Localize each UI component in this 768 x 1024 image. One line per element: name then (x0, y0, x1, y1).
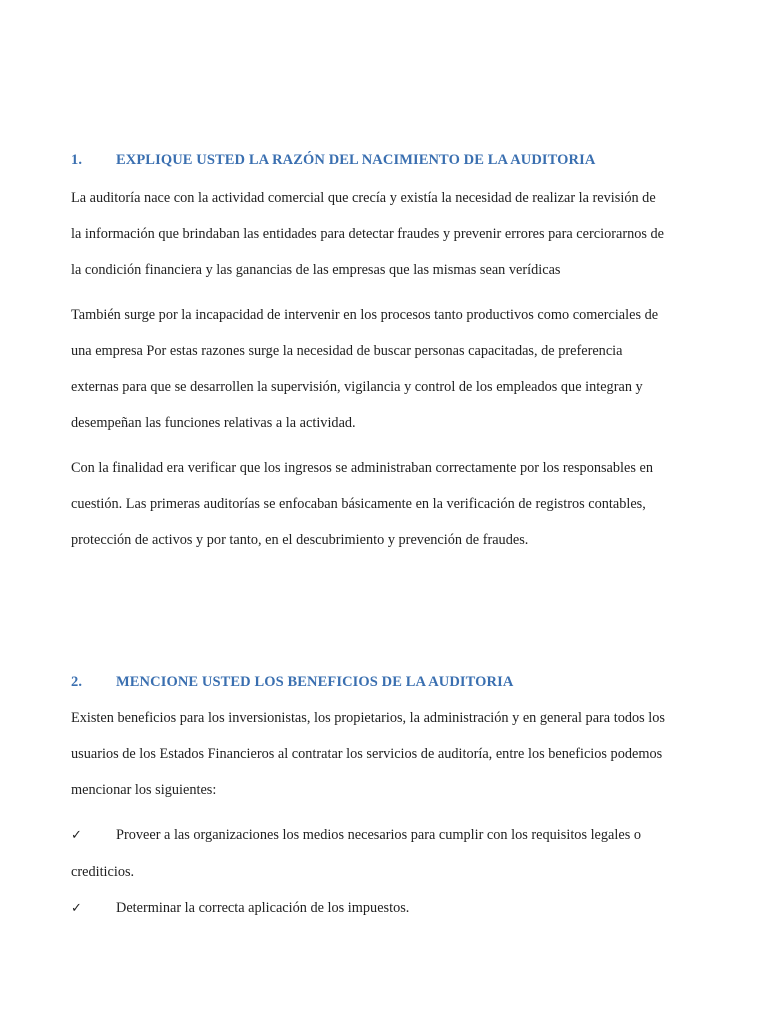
paragraph-line: desempeñan las funciones relativas a la actividad. (71, 415, 356, 431)
paragraph-line: protección de activos y por tanto, en el descubrimiento y prevención de fraudes. (71, 532, 529, 548)
section-1-paragraph-1 (71, 180, 701, 288)
bullet-text: Proveer a las organizaciones los medios necesarios para cumplir con los requisitos legales o (116, 827, 641, 843)
section-2-title: MENCIONE USTED LOS BENEFICIOS DE LA AUDITORIA (116, 674, 514, 690)
paragraph-line: Con la finalidad era verificar que los ingresos se administraban correctamente por los responsables en (71, 460, 653, 476)
paragraph-line: externas para que se desarrollen la supervisión, vigilancia y control de los empleados que integran y (71, 379, 643, 395)
section-1-paragraph-3 (71, 450, 701, 558)
paragraph-line: mencionar los siguientes: (71, 782, 217, 798)
paragraph-line: una empresa Por estas razones surge la necesidad de buscar personas capacitadas, de preferencia (71, 343, 623, 359)
paragraph-line: cuestión. Las primeras auditorías se enfocaban básicamente en la verificación de registros contables, (71, 496, 646, 512)
checkmark-icon: ✓ (71, 828, 82, 843)
section-1-heading (71, 152, 595, 169)
paragraph-line: usuarios de los Estados Financieros al contratar los servicios de auditoría, entre los beneficios podemos (71, 746, 663, 762)
section-2-paragraph-1 (71, 700, 701, 808)
section-1-number: 1. (71, 152, 83, 168)
bullet-item-2 (71, 890, 701, 927)
paragraph-line: Existen beneficios para los inversionistas, los propietarios, la administración y en general para todos los (71, 710, 665, 726)
section-1-title: EXPLIQUE USTED LA RAZÓN DEL NACIMIENTO DE LA AUDITORIA (116, 152, 596, 168)
paragraph-line: La auditoría nace con la actividad comercial que crecía y existía la necesidad de realizar la revisión de (71, 190, 656, 206)
paragraph-line: la condición financiera y las ganancias de las empresas que las mismas sean verídicas (71, 262, 561, 278)
paragraph-line: También surge por la incapacidad de intervenir en los procesos tanto productivos como comerciales de (71, 307, 659, 323)
section-2-heading (71, 674, 513, 691)
paragraph-line: la información que brindaban las entidades para detectar fraudes y prevenir errores para cerciorarnos de (71, 226, 665, 242)
checkmark-icon: ✓ (71, 901, 82, 916)
bullet-text: Determinar la correcta aplicación de los impuestos. (116, 900, 410, 916)
bullet-text: crediticios. (71, 864, 135, 880)
section-1-paragraph-2 (71, 297, 701, 441)
bullet-item-1 (71, 817, 701, 890)
section-2-number: 2. (71, 674, 83, 690)
